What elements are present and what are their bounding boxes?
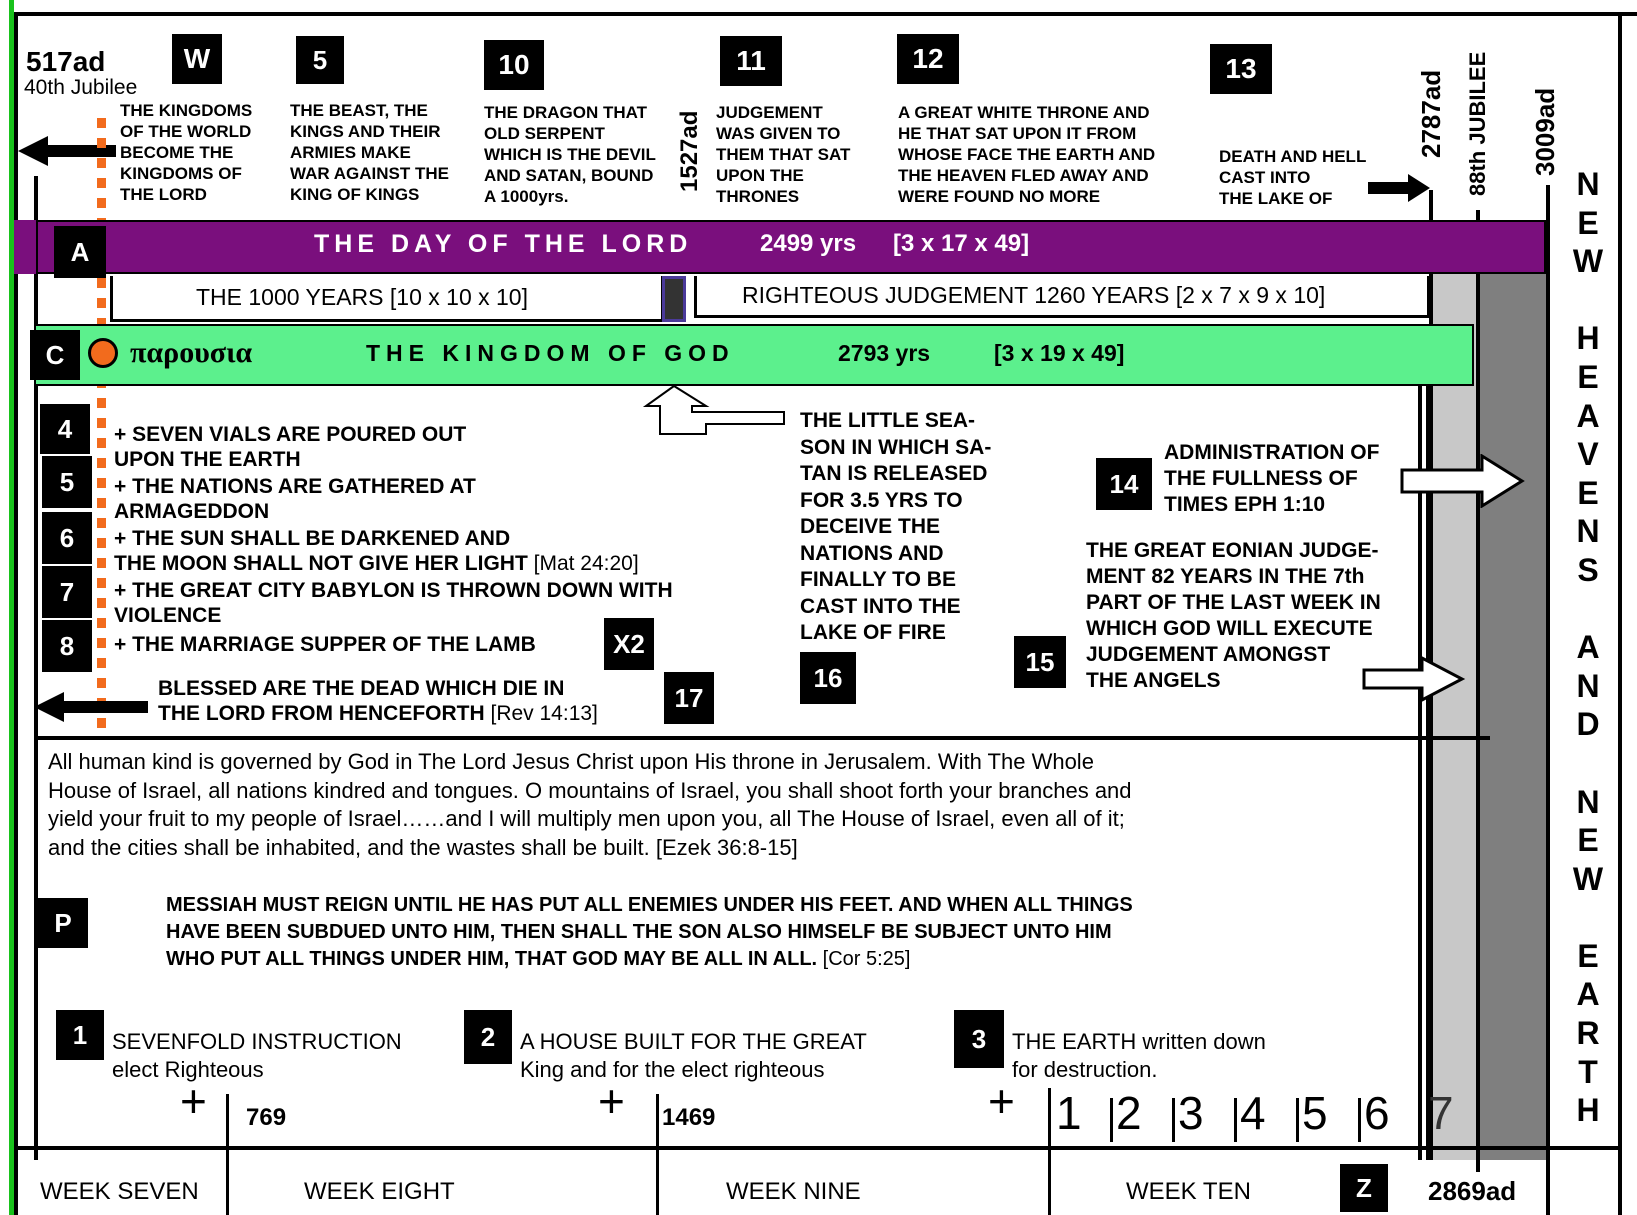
nh-letter: H <box>1576 1092 1600 1129</box>
nh-letter: T <box>1578 1053 1598 1090</box>
nh-letter: A <box>1576 629 1600 666</box>
plus-3: + <box>988 1075 1015 1127</box>
tick-1469 <box>656 1094 659 1215</box>
nh-letter: V <box>1577 436 1599 473</box>
frame-right <box>1618 12 1622 1215</box>
tick-769 <box>226 1094 229 1215</box>
part-1: 1 <box>1056 1087 1082 1139</box>
marker-w-text: THE KINGDOMS OF THE WORLD BECOME THE KINGDOMS OF THE LORD <box>120 101 253 204</box>
eonian-text: THE GREAT EONIAN JUDGE- MENT 82 YEARS IN THE 7th PART OF THE LAST WEEK IN WHICH GOD WILL EXECUTE JUDGEMENT AMONGST THE ANGELS <box>1086 539 1381 692</box>
nh-letter: A <box>1576 397 1600 434</box>
nh-letter <box>1566 282 1610 321</box>
inst-num-2: 2 <box>464 1010 512 1064</box>
marker-10: 10 <box>484 40 544 90</box>
year-1527: 1527ad <box>676 110 703 192</box>
event-6-ref: [Mat 24:20] <box>527 552 639 575</box>
marker-11-text: JUDGEMENT WAS GIVEN TO THEM THAT SAT UPON THE THRONES <box>716 103 851 206</box>
week-ten: WEEK TEN <box>1126 1178 1251 1205</box>
year-1469: 1469 <box>662 1104 716 1131</box>
nh-letter: H <box>1576 320 1600 357</box>
inst-num-1: 1 <box>56 1010 104 1060</box>
plus-1: + <box>180 1075 207 1127</box>
governance-text: All human kind is governed by God in The Lord Jesus Christ upon His throne in Jerusalem. With The Whole House of Israel, all nations kindred and tongues. O mountains of Israel, you shall shoot forth your branches and yield your fruit to my people of Israel……and I will multiply men upon you, all The House of Israel, even all of it; and the cities shall be inhabited, and the wastes shall be built. <box>48 749 1132 860</box>
nh-letter: N <box>1576 166 1600 202</box>
nh-letter: D <box>1576 706 1600 743</box>
part-tick-5 <box>1296 1098 1299 1142</box>
plus-2: + <box>598 1075 625 1127</box>
kingdom-formula: [3 x 19 x 49] <box>994 340 1125 366</box>
part-tick-3 <box>1172 1098 1175 1142</box>
frame-left <box>14 12 18 1215</box>
governance-ref: [Ezek 36:8-15] <box>649 834 798 860</box>
week-nine: WEEK NINE <box>726 1178 861 1205</box>
week-seven: WEEK SEVEN <box>40 1178 199 1205</box>
blessed-text <box>158 676 598 726</box>
frame-top <box>14 12 1637 16</box>
event-8 <box>114 632 536 657</box>
nh-letter: N <box>1576 513 1600 550</box>
x2-marker: X2 <box>604 618 654 670</box>
nh-letter: E <box>1577 937 1599 974</box>
part-6: 6 <box>1364 1087 1390 1139</box>
seventh-part-column <box>1432 270 1478 1160</box>
messiah-text <box>166 892 1133 973</box>
blessed-ref: [Rev 14:13] <box>484 702 598 725</box>
event-6 <box>114 526 639 576</box>
nh-letter: E <box>1577 822 1599 859</box>
day-of-lord-years: 2499 yrs <box>760 230 857 257</box>
marker-17: 17 <box>664 672 714 724</box>
parousia-dot <box>88 338 118 368</box>
kingdom-title: THE KINGDOM OF GOD <box>366 340 735 366</box>
part-3: 3 <box>1178 1087 1204 1139</box>
event-6-text: + THE SUN SHALL BE DARKENED AND THE MOON SHALL NOT GIVE HER LIGHT <box>114 527 528 575</box>
marker-10-text: THE DRAGON THAT OLD SERPENT WHICH IS THE DEVIL AND SATAN, BOUND A 1000yrs. <box>484 103 656 206</box>
nh-letter: E <box>1577 204 1599 241</box>
nh-letter: W <box>1572 860 1604 897</box>
nh-letter <box>1566 899 1610 938</box>
year-2869: 2869ad <box>1428 1176 1517 1206</box>
col-line-88th <box>1476 210 1480 1172</box>
year-3009: 3009ad <box>1530 87 1560 176</box>
col-line-3009 <box>1546 185 1550 1215</box>
parousia-label: παρουσια <box>130 336 253 369</box>
righteous-label: RIGHTEOUS JUDGEMENT 1260 YEARS [2 x 7 x 9 x 10] <box>742 282 1326 308</box>
administration-text: ADMINISTRATION OF THE FULLNESS OF TIMES EPH 1:10 <box>1164 441 1380 516</box>
event-5-text: + THE NATIONS ARE GATHERED AT ARMAGEDDON <box>114 475 476 523</box>
start-jubilee: 40th Jubilee <box>24 76 138 99</box>
messiah-main: MESSIAH MUST REIGN UNTIL HE HAS PUT ALL ENEMIES UNDER HIS FEET. AND WHEN ALL THINGS HAVE BEEN SUBDUED UNTO HIM, THEN SHALL THE SON ALSO HIMSELF BE SUBJECT UNTO HIM WHO PUT ALL THINGS UNDER HIM, THAT GOD MAY BE ALL IN ALL. <box>166 894 1133 970</box>
event-4-text: + SEVEN VIALS ARE POURED OUT UPON THE EARTH <box>114 423 467 471</box>
marker-12-text: A GREAT WHITE THRONE AND HE THAT SAT UPON IT FROM WHOSE FACE THE EARTH AND THE HEAVEN FLED AWAY AND WERE FOUND NO MORE <box>898 103 1156 206</box>
nh-letter <box>1566 745 1610 784</box>
marker-w: W <box>172 34 222 84</box>
marker-5: 5 <box>296 36 344 84</box>
arrow-left-bottom <box>34 690 150 724</box>
event-7 <box>114 578 673 628</box>
marker-11: 11 <box>720 36 782 86</box>
nh-letter: E <box>1577 474 1599 511</box>
nh-letter: R <box>1576 1015 1600 1052</box>
thousand-years-label: THE 1000 YEARS [10 x 10 x 10] <box>196 284 528 310</box>
year-769: 769 <box>246 1104 287 1131</box>
little-season-text: THE LITTLE SEA- SON IN WHICH SA- TAN IS RELEASED FOR 3.5 YRS TO DECEIVE THE NATIONS AND FINALLY TO BE CAST INTO THE LAKE OF FIRE <box>800 409 992 644</box>
week-eight: WEEK EIGHT <box>304 1178 455 1205</box>
marker-12: 12 <box>897 34 959 84</box>
event-num-5: 5 <box>42 456 92 508</box>
event-num-6: 6 <box>42 512 92 564</box>
marker-14: 14 <box>1096 458 1152 510</box>
event-num-8: 8 <box>42 620 92 672</box>
part-tick-4 <box>1234 1098 1237 1142</box>
nh-letter: A <box>1576 976 1600 1013</box>
label-z: Z <box>1340 1164 1388 1212</box>
start-year: 517ad <box>26 46 106 77</box>
blessed-main: BLESSED ARE THE DEAD WHICH DIE IN THE LORD FROM HENCEFORTH <box>158 677 565 725</box>
tick-week-ten <box>1048 1088 1051 1215</box>
jubilee-88: 88th JUBILEE <box>1465 51 1490 196</box>
new-heavens-column <box>1566 166 1610 1131</box>
marker-15: 15 <box>1014 636 1066 688</box>
governance-paragraph <box>48 748 1132 862</box>
event-4 <box>114 422 466 472</box>
inst-3-text: THE EARTH written down for destruction. <box>1012 1029 1266 1082</box>
label-a: A <box>54 226 106 278</box>
messiah-ref: [Cor 5:25] <box>817 948 911 970</box>
arrow-right-14 <box>1400 454 1526 508</box>
separator <box>34 736 1490 740</box>
nh-letter: S <box>1577 551 1599 588</box>
marker-16: 16 <box>800 652 856 704</box>
orange-dashed-line <box>97 118 106 728</box>
year-2787: 2787ad <box>1416 69 1446 158</box>
marker-5-text: THE BEAST, THE KINGS AND THEIR ARMIES MAKE WAR AGAINST THE KING OF KINGS <box>290 101 449 204</box>
part-4: 4 <box>1240 1087 1266 1139</box>
label-p: P <box>38 898 88 948</box>
kingdom-years: 2793 yrs <box>838 340 931 366</box>
part-tick-2 <box>1110 1098 1113 1142</box>
part-2: 2 <box>1116 1087 1142 1139</box>
little-season-marker <box>662 276 686 322</box>
arrow-right-15 <box>1362 656 1466 702</box>
arrow-right-13 <box>1368 172 1432 204</box>
day-of-lord-title: THE DAY OF THE LORD <box>314 230 693 258</box>
nh-letter: E <box>1577 358 1599 395</box>
label-c: C <box>30 330 80 380</box>
nh-letter: W <box>1572 243 1604 280</box>
nh-letter: N <box>1576 783 1600 820</box>
marker-13-text: DEATH AND HELL CAST INTO THE LAKE OF <box>1219 147 1367 208</box>
inst-1-text: SEVENFOLD INSTRUCTION elect Righteous <box>112 1029 402 1082</box>
bottom-bar-line <box>14 1146 1622 1150</box>
nh-letter <box>1566 591 1610 630</box>
inst-2-text: A HOUSE BUILT FOR THE GREAT King and for the elect righteous <box>520 1029 867 1082</box>
part-7: 7 <box>1428 1087 1454 1139</box>
nh-letter: N <box>1576 667 1600 704</box>
event-num-4: 4 <box>40 404 90 454</box>
little-season-arrow <box>640 384 790 436</box>
purple-edge-left <box>14 220 36 274</box>
day-of-lord-formula: [3 x 17 x 49] <box>893 230 1030 257</box>
inst-num-3: 3 <box>954 1010 1004 1068</box>
part-tick-6 <box>1358 1098 1361 1142</box>
event-8-text: + THE MARRIAGE SUPPER OF THE LAMB <box>114 633 536 656</box>
part-5: 5 <box>1302 1087 1328 1139</box>
event-7-text: + THE GREAT CITY BABYLON IS THROWN DOWN WITH VIOLENCE <box>114 579 673 627</box>
event-5 <box>114 474 476 524</box>
marker-13: 13 <box>1210 44 1272 94</box>
event-num-7: 7 <box>42 566 92 618</box>
eonian-column <box>1478 270 1548 1160</box>
